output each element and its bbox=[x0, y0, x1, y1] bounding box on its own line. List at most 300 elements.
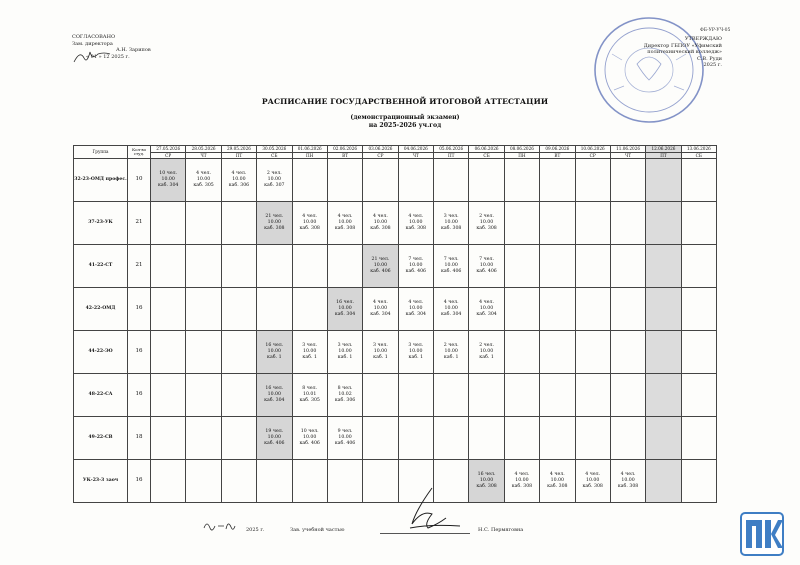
title-line-1: РАСПИСАНИЕ ГОСУДАРСТВЕННОЙ ИТОГОВОЙ АТТЕСТАЦИИ bbox=[261, 97, 549, 106]
schedule-cell bbox=[610, 417, 645, 460]
document-code: ФБ-УР-УЧ-05 bbox=[700, 28, 731, 33]
cell-line: 10.00 bbox=[338, 306, 352, 312]
schedule-cell bbox=[610, 374, 645, 417]
schedule-cell bbox=[398, 202, 433, 245]
cell-line: каб. 308 bbox=[299, 226, 320, 232]
cell-line: каб. 308 bbox=[440, 226, 462, 232]
footer-signature-line bbox=[380, 533, 470, 534]
schedule-cell bbox=[257, 288, 292, 331]
approved-title: УТВЕРЖДАЮ bbox=[684, 36, 722, 42]
schedule-cell bbox=[151, 331, 186, 374]
schedule-cell bbox=[540, 202, 575, 245]
cell-line: 21 чел. bbox=[371, 256, 390, 262]
table-row bbox=[74, 245, 717, 288]
cell-line: 2 чел. bbox=[266, 170, 282, 176]
header-weekday: ЧТ bbox=[398, 152, 433, 159]
schedule-cell bbox=[186, 331, 221, 374]
cell-line: каб. 305 bbox=[193, 183, 214, 189]
header-date: 10.06.2026 bbox=[575, 146, 610, 153]
table-row bbox=[74, 202, 717, 245]
cell-line: 10.00 bbox=[479, 263, 494, 269]
student-count: 21 bbox=[128, 202, 151, 245]
cell-line: 10.00 bbox=[196, 177, 211, 183]
schedule-cell bbox=[186, 159, 221, 202]
schedule-cell bbox=[151, 374, 186, 417]
schedule-cell bbox=[363, 159, 398, 202]
schedule-cell bbox=[575, 159, 610, 202]
group-name: 49-22-СВ bbox=[74, 417, 128, 460]
schedule-cell bbox=[504, 159, 539, 202]
schedule-cell bbox=[398, 245, 433, 288]
cell-line: каб. 1 bbox=[302, 355, 317, 361]
header-date: 13.06.2026 bbox=[681, 146, 716, 153]
schedule-cell bbox=[221, 331, 256, 374]
cell-line: 4 чел. bbox=[408, 299, 424, 305]
schedule-cell bbox=[610, 331, 645, 374]
header-weekday: СР bbox=[575, 152, 610, 159]
header-date: 29.05.2026 bbox=[221, 146, 256, 153]
header-date: 03.06.2026 bbox=[363, 146, 398, 153]
group-name: 41-22-СТ bbox=[74, 245, 128, 288]
cell-line: каб. 305 bbox=[299, 398, 320, 404]
header-date: 30.05.2026 bbox=[257, 146, 292, 153]
header-weekday: СБ bbox=[257, 152, 292, 159]
cell-line: 8 чел. bbox=[337, 385, 353, 391]
cell-line: 4 чел. bbox=[549, 471, 565, 477]
student-count: 16 bbox=[128, 460, 151, 503]
header-date: 05.06.2026 bbox=[434, 146, 469, 153]
header-weekday: ВТ bbox=[540, 152, 575, 159]
schedule-cell bbox=[434, 288, 469, 331]
cell-line: 3 чел. bbox=[373, 342, 388, 348]
cell-line: 4 чел. bbox=[196, 170, 211, 176]
schedule-cell bbox=[257, 245, 292, 288]
cell-line: 4 чел. bbox=[479, 299, 494, 305]
cell-line: 4 чел. bbox=[231, 170, 247, 176]
header-date: 01.06.2026 bbox=[292, 146, 327, 153]
official-seal-stamp bbox=[592, 14, 707, 126]
cell-line: 10.00 bbox=[479, 478, 494, 484]
cell-line: 10.00 bbox=[338, 349, 352, 355]
schedule-cell bbox=[575, 331, 610, 374]
cell-line: 10.00 bbox=[479, 306, 494, 312]
schedule-cell bbox=[646, 374, 681, 417]
schedule-cell bbox=[575, 417, 610, 460]
cell-line: каб. 406 bbox=[405, 269, 427, 275]
schedule-cell bbox=[221, 374, 256, 417]
approved-name: С.В. Руди bbox=[697, 55, 722, 62]
cell-line: 10.00 bbox=[515, 478, 529, 484]
schedule-cell bbox=[469, 288, 504, 331]
schedule-cell bbox=[646, 159, 681, 202]
student-count: 10 bbox=[128, 159, 151, 202]
cell-line: каб. 308 bbox=[264, 226, 285, 232]
approved-block bbox=[612, 36, 722, 69]
schedule-cell bbox=[540, 331, 575, 374]
schedule-cell bbox=[610, 288, 645, 331]
cell-line: 10.00 bbox=[373, 220, 388, 226]
cell-line: 4 чел. bbox=[373, 299, 388, 305]
header-date: 09.06.2026 bbox=[540, 146, 575, 153]
schedule-cell bbox=[575, 288, 610, 331]
schedule-cell bbox=[327, 202, 362, 245]
schedule-cell bbox=[327, 374, 362, 417]
schedule-cell bbox=[257, 417, 292, 460]
cell-line: каб. 304 bbox=[440, 312, 462, 318]
schedule-cell bbox=[434, 159, 469, 202]
student-count: 16 bbox=[128, 331, 151, 374]
schedule-cell bbox=[327, 159, 362, 202]
schedule-cell bbox=[186, 374, 221, 417]
schedule-cell bbox=[575, 245, 610, 288]
schedule-cell bbox=[257, 159, 292, 202]
schedule-cell bbox=[292, 288, 327, 331]
schedule-cell bbox=[681, 202, 716, 245]
cell-line: 10.00 bbox=[338, 220, 352, 226]
schedule-cell bbox=[469, 374, 504, 417]
schedule-cell bbox=[151, 288, 186, 331]
cell-line: 4 чел. bbox=[373, 213, 388, 219]
cell-line: каб. 306 bbox=[334, 398, 356, 404]
header-weekday: СБ bbox=[469, 152, 504, 159]
schedule-cell bbox=[610, 159, 645, 202]
cell-line: 10.00 bbox=[302, 435, 317, 441]
cell-line: 10.02 bbox=[338, 392, 352, 398]
header-weekday: ЧТ bbox=[610, 152, 645, 159]
schedule-cell bbox=[292, 245, 327, 288]
cell-line: 4 чел. bbox=[337, 213, 353, 219]
cell-line: каб. 308 bbox=[617, 484, 639, 490]
header-weekday: ПТ bbox=[434, 152, 469, 159]
cell-line: 9 чел. bbox=[337, 428, 353, 434]
table-row bbox=[74, 331, 717, 374]
cell-line: каб. 1 bbox=[337, 355, 353, 361]
schedule-cell bbox=[469, 417, 504, 460]
schedule-cell bbox=[469, 159, 504, 202]
cell-line: 3 чел. bbox=[443, 213, 459, 219]
cell-line: 10.00 bbox=[479, 349, 494, 355]
cell-line: 7 чел. bbox=[408, 256, 424, 262]
cell-line: 10.00 bbox=[302, 220, 317, 226]
cell-line: 7 чел. bbox=[443, 256, 459, 262]
cell-line: 10.00 bbox=[621, 478, 635, 484]
cell-line: 4 чел. bbox=[408, 213, 424, 219]
header-group: Группа bbox=[74, 146, 128, 159]
cell-line: 4 чел. bbox=[514, 471, 530, 477]
cell-line: 16 чел. bbox=[477, 471, 496, 477]
schedule-cell bbox=[327, 417, 362, 460]
schedule-cell bbox=[186, 288, 221, 331]
approved-date: 2025 г. bbox=[703, 62, 722, 68]
approved-org: политехнический колледж» bbox=[647, 49, 722, 55]
schedule-cell bbox=[292, 331, 327, 374]
schedule-cell bbox=[363, 417, 398, 460]
cell-line: каб. 406 bbox=[334, 441, 356, 447]
cell-line: 10.00 bbox=[444, 220, 458, 226]
header-weekday: СБ bbox=[681, 152, 716, 159]
schedule-cell bbox=[363, 331, 398, 374]
header-date: 11.06.2026 bbox=[610, 146, 645, 153]
schedule-cell bbox=[681, 417, 716, 460]
cell-line: каб. 304 bbox=[476, 312, 497, 318]
cell-line: 10.00 bbox=[409, 306, 423, 312]
agreed-role: Зам. директора bbox=[72, 40, 113, 47]
schedule-cell bbox=[327, 331, 362, 374]
header-date: 28.05.2026 bbox=[186, 146, 221, 153]
schedule-cell bbox=[469, 331, 504, 374]
agreed-title: СОГЛАСОВАНО bbox=[72, 34, 116, 40]
footer-role: Зав. учебной частью bbox=[290, 527, 345, 533]
schedule-cell bbox=[575, 202, 610, 245]
header-weekday: ПТ bbox=[221, 152, 256, 159]
footer-date: 2025 г. bbox=[246, 527, 265, 533]
cell-line: 10.00 bbox=[338, 435, 352, 441]
cell-line: каб. 406 bbox=[264, 441, 285, 447]
schedule-cell bbox=[646, 288, 681, 331]
table-row bbox=[74, 288, 717, 331]
schedule-cell bbox=[151, 159, 186, 202]
student-count: 18 bbox=[128, 417, 151, 460]
cell-line: 10.00 bbox=[585, 478, 600, 484]
header-weekday: СР bbox=[151, 152, 186, 159]
agreed-signature bbox=[72, 50, 132, 64]
schedule-cell bbox=[434, 331, 469, 374]
document-title bbox=[250, 97, 560, 129]
schedule-cell bbox=[151, 202, 186, 245]
group-name: 32-23-ОМД профес. bbox=[74, 159, 128, 202]
schedule-cell bbox=[363, 374, 398, 417]
cell-line: 10.00 bbox=[444, 306, 458, 312]
header-count: Кол-во студ. bbox=[128, 146, 151, 159]
cell-line: каб. 304 bbox=[264, 398, 285, 404]
schedule-cell bbox=[504, 460, 539, 503]
footer-signature bbox=[380, 484, 470, 536]
agreed-name: А.Н. Зарипов bbox=[116, 47, 151, 53]
group-name: 42-22-ОМД bbox=[74, 288, 128, 331]
schedule-cell bbox=[540, 374, 575, 417]
cell-line: каб. 1 bbox=[408, 355, 424, 361]
schedule-cell bbox=[151, 460, 186, 503]
schedule-cell bbox=[610, 202, 645, 245]
schedule-cell bbox=[257, 374, 292, 417]
schedule-cell bbox=[434, 202, 469, 245]
cell-line: 3 чел. bbox=[408, 342, 424, 348]
schedule-cell bbox=[186, 245, 221, 288]
schedule-cell bbox=[434, 417, 469, 460]
schedule-cell bbox=[504, 245, 539, 288]
cell-line: 21 чел. bbox=[265, 213, 284, 219]
cell-line: каб. 406 bbox=[299, 441, 320, 447]
cell-line: 10 чел. bbox=[159, 170, 178, 176]
cell-line: каб. 1 bbox=[443, 355, 459, 361]
group-name: УК-23-3 заоч bbox=[74, 460, 128, 503]
schedule-cell bbox=[646, 202, 681, 245]
cell-line: 2 чел. bbox=[479, 213, 494, 219]
schedule-cell bbox=[540, 159, 575, 202]
schedule-cell bbox=[681, 331, 716, 374]
schedule-cell bbox=[363, 245, 398, 288]
cell-line: 16 чел. bbox=[336, 299, 354, 305]
cell-line: 10.00 bbox=[409, 349, 423, 355]
cell-line: каб. 307 bbox=[264, 183, 285, 189]
cell-line: 10.00 bbox=[267, 177, 282, 183]
schedule-cell bbox=[363, 288, 398, 331]
cell-line: каб. 304 bbox=[334, 312, 356, 318]
cell-line: 4 чел. bbox=[443, 299, 459, 305]
cell-line: каб. 308 bbox=[405, 226, 427, 232]
schedule-cell bbox=[186, 460, 221, 503]
cell-line: каб. 304 bbox=[157, 183, 179, 189]
schedule-cell bbox=[540, 245, 575, 288]
schedule-cell bbox=[151, 245, 186, 288]
schedule-cell bbox=[363, 202, 398, 245]
cell-line: 10.00 bbox=[267, 392, 282, 398]
cell-line: каб. 1 bbox=[267, 355, 282, 361]
footer-name: Н.С. Пермяговна bbox=[478, 527, 524, 533]
schedule-cell bbox=[257, 460, 292, 503]
cell-line: каб. 308 bbox=[582, 484, 603, 490]
cell-line: 10.00 bbox=[444, 349, 458, 355]
schedule-cell bbox=[504, 374, 539, 417]
schedule-cell bbox=[540, 417, 575, 460]
cell-line: 10.01 bbox=[302, 392, 317, 398]
header-weekday: ПН bbox=[292, 152, 327, 159]
cell-line: каб. 1 bbox=[373, 355, 388, 361]
schedule-cell bbox=[398, 331, 433, 374]
schedule-cell bbox=[681, 245, 716, 288]
schedule-cell bbox=[292, 202, 327, 245]
schedule-cell bbox=[540, 460, 575, 503]
cell-line: 3 чел. bbox=[302, 342, 318, 348]
header-date: 04.06.2026 bbox=[398, 146, 433, 153]
schedule-cell bbox=[292, 374, 327, 417]
cell-line: каб. 304 bbox=[370, 312, 391, 318]
schedule-cell bbox=[151, 417, 186, 460]
cell-line: каб. 406 bbox=[440, 269, 462, 275]
schedule-cell bbox=[221, 245, 256, 288]
schedule-cell bbox=[610, 245, 645, 288]
cell-line: каб. 308 bbox=[547, 484, 568, 490]
schedule-cell bbox=[469, 460, 504, 503]
schedule-cell bbox=[504, 288, 539, 331]
schedule-cell bbox=[398, 374, 433, 417]
header-weekday: ПТ bbox=[646, 152, 681, 159]
cell-line: каб. 306 bbox=[228, 183, 250, 189]
group-name: 37-23-УК bbox=[74, 202, 128, 245]
cell-line: каб. 304 bbox=[405, 312, 427, 318]
schedule-cell bbox=[327, 288, 362, 331]
agreed-date: « 01 » 12 2025 г. bbox=[86, 53, 130, 60]
schedule-cell bbox=[646, 460, 681, 503]
schedule-cell bbox=[575, 374, 610, 417]
cell-line: каб. 308 bbox=[476, 484, 497, 490]
cell-line: 10.00 bbox=[232, 177, 246, 183]
header-weekday: СР bbox=[363, 152, 398, 159]
cell-line: 10.00 bbox=[161, 177, 175, 183]
schedule-cell bbox=[434, 245, 469, 288]
schedule-cell bbox=[292, 159, 327, 202]
schedule-cell bbox=[469, 245, 504, 288]
cell-line: 4 чел. bbox=[585, 471, 601, 477]
table-row bbox=[74, 374, 717, 417]
approved-role: Директор ГБПОУ «Уфимский bbox=[643, 42, 722, 49]
title-line-2: (демонстрационный экзамен) bbox=[350, 114, 460, 121]
schedule-cell bbox=[504, 331, 539, 374]
group-name: 48-22-СА bbox=[74, 374, 128, 417]
student-count: 16 bbox=[128, 374, 151, 417]
header-weekday: ВТ bbox=[327, 152, 362, 159]
header-date: 06.06.2026 bbox=[469, 146, 504, 153]
cell-line: 10.00 bbox=[373, 306, 388, 312]
cell-line: 7 чел. bbox=[479, 256, 494, 262]
cell-line: 10.00 bbox=[479, 220, 494, 226]
cell-line: 4 чел. bbox=[302, 213, 318, 219]
cell-line: 10.00 bbox=[267, 349, 282, 355]
cell-line: 4 чел. bbox=[620, 471, 636, 477]
schedule-cell bbox=[221, 460, 256, 503]
cell-line: каб. 406 bbox=[476, 269, 497, 275]
cell-line: 16 чел. bbox=[265, 385, 284, 391]
cell-line: 10.00 bbox=[267, 220, 282, 226]
schedule-cell bbox=[681, 288, 716, 331]
schedule-cell bbox=[327, 460, 362, 503]
cell-line: 2 чел. bbox=[479, 342, 494, 348]
schedule-cell bbox=[186, 417, 221, 460]
cell-line: 10.00 bbox=[409, 220, 423, 226]
cell-line: 10.00 bbox=[550, 478, 565, 484]
cell-line: каб. 1 bbox=[479, 355, 494, 361]
schedule-cell bbox=[398, 288, 433, 331]
schedule-cell bbox=[257, 202, 292, 245]
schedule-cell bbox=[575, 460, 610, 503]
cell-line: 10.00 bbox=[373, 349, 388, 355]
cell-line: 19 чел. bbox=[265, 428, 284, 434]
schedule-cell bbox=[646, 417, 681, 460]
schedule-cell bbox=[434, 374, 469, 417]
schedule-cell bbox=[221, 288, 256, 331]
schedule-table bbox=[73, 145, 717, 503]
schedule-cell bbox=[398, 417, 433, 460]
title-line-3: на 2025-2026 уч.год bbox=[368, 122, 442, 129]
schedule-cell bbox=[646, 331, 681, 374]
schedule-cell bbox=[186, 202, 221, 245]
schedule-cell bbox=[398, 159, 433, 202]
schedule-cell bbox=[681, 159, 716, 202]
cell-line: каб. 308 bbox=[334, 226, 356, 232]
schedule-cell bbox=[610, 460, 645, 503]
cell-line: 10.00 bbox=[409, 263, 423, 269]
schedule-cell bbox=[221, 159, 256, 202]
schedule-cell bbox=[504, 417, 539, 460]
schedule-cell bbox=[504, 202, 539, 245]
cell-line: 2 чел. bbox=[443, 342, 459, 348]
cell-line: 8 чел. bbox=[302, 385, 318, 391]
cell-line: 16 чел. bbox=[265, 342, 284, 348]
cell-line: 10.00 bbox=[267, 435, 282, 441]
schedule-cell bbox=[681, 460, 716, 503]
cell-line: 10.00 bbox=[373, 263, 388, 269]
schedule-cell bbox=[540, 288, 575, 331]
schedule-cell bbox=[292, 417, 327, 460]
header-date: 08.06.2026 bbox=[504, 146, 539, 153]
schedule-cell bbox=[327, 245, 362, 288]
cell-line: 3 чел. bbox=[337, 342, 353, 348]
cell-line: каб. 308 bbox=[476, 226, 497, 232]
footer-date-handwriting bbox=[200, 518, 242, 534]
cell-line: 10.00 bbox=[302, 349, 317, 355]
college-logo bbox=[740, 512, 784, 556]
group-name: 44-22-ЭО bbox=[74, 331, 128, 374]
